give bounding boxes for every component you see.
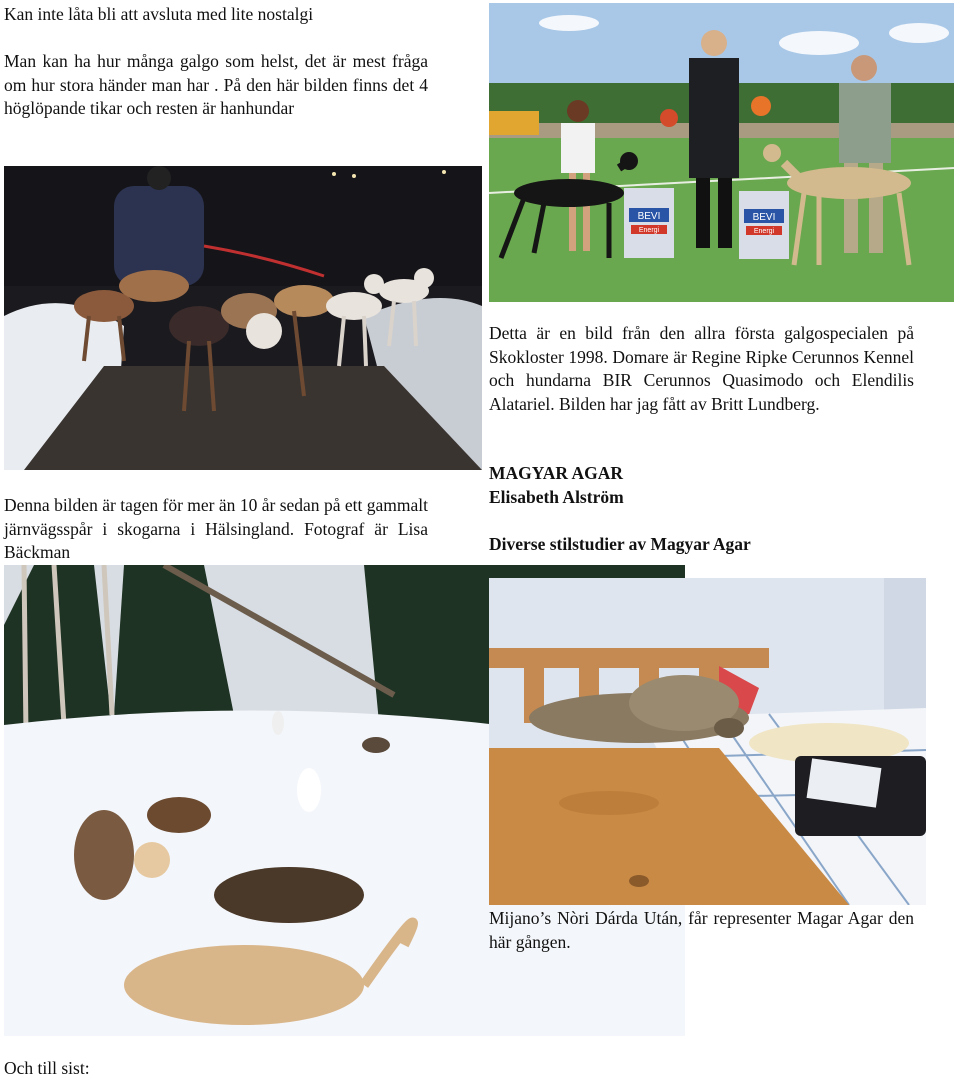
caption-table-dog: Mijano’s Nòri Dárda Után, får representer Magar Agar den här gången. xyxy=(489,908,914,952)
bag-sublabel-right: Energi xyxy=(753,228,775,235)
caption-track: Denna bilden är tagen för mer än 10 år sedan på ett gammalt järnvägsspår i skogarna i Hälsingland. Fotograf är Lisa Bäckman xyxy=(4,495,428,562)
table-dog-photo xyxy=(489,578,926,905)
subtitle: Diverse stilstudier av Magyar Agar xyxy=(489,534,751,554)
intro-paragraph: Man kan ha hur många galgo som helst, det är mest fråga om hur stora händer man har . På den här bilden finns det 4 höglöpande tikar och resten är hanhundar xyxy=(4,51,428,118)
breed-title: MAGYAR AGAR xyxy=(489,463,624,483)
caption-show: Detta är en bild från den allra första galgospecialen på Skokloster 1998. Domare är Regine Ripke Cerunnos Kennel och hundarna BIR Cerunnos Quasimodo och Elendilis Alatariel. Bilden har jag fått av Britt Lundberg. xyxy=(489,323,914,414)
bag-label-left: BEVI xyxy=(637,211,661,222)
bag-sublabel-left: Energi xyxy=(638,227,660,234)
night-walk-photo xyxy=(4,166,482,470)
bag-label-right: BEVI xyxy=(752,212,776,223)
author-name: Elisabeth Alström xyxy=(489,487,624,507)
footer-text: Och till sist: xyxy=(4,1058,90,1078)
section-heading: Kan inte låta bli att avsluta med lite nostalgi xyxy=(4,4,314,24)
dog-show-photo xyxy=(489,3,954,302)
